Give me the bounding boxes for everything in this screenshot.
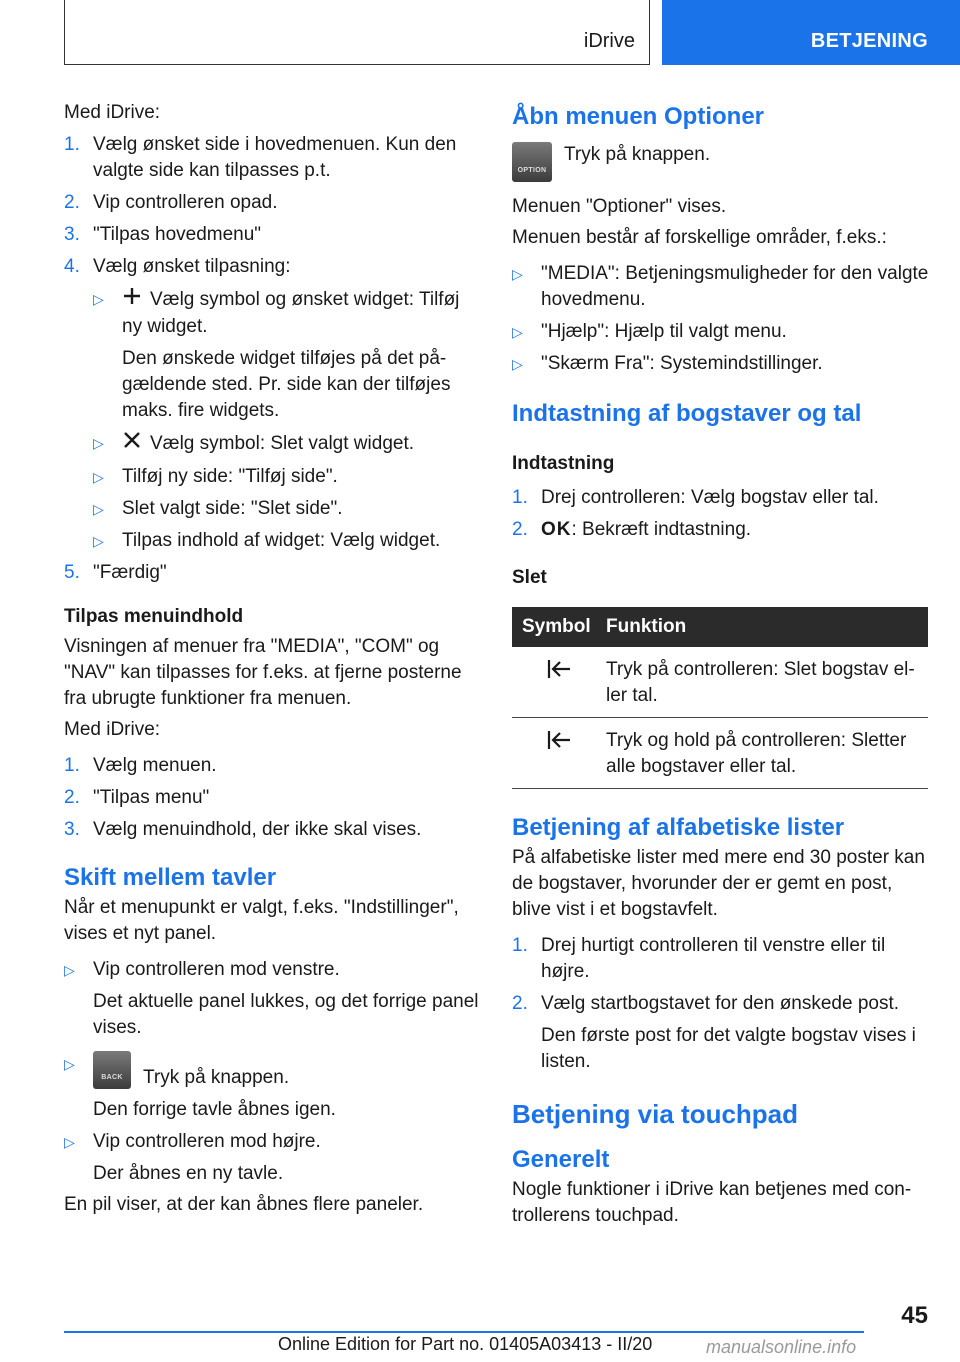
right-column: [512, 100, 932, 1229]
list-item: [64, 753, 484, 779]
switch-panels-heading: Skift mellem tavler: [64, 864, 277, 891]
list-continuation: Det aktuelle panel lukkes, og det forrige panel vises.: [93, 991, 479, 1038]
header-chapter-label: BETJENING: [810, 30, 928, 52]
list-number: 2.: [64, 192, 80, 213]
left-column: [64, 100, 484, 1218]
delete-subheading: Slet: [512, 567, 547, 588]
switch-panels-paragraph: Når et menupunkt er valgt, f.eks. "Indstillinger", vises et nyt panel.: [64, 897, 459, 944]
bullet-triangle-icon: ▷: [64, 962, 75, 978]
plus-icon: [122, 286, 142, 314]
table-header-function: Funktion: [606, 616, 687, 637]
list-item: [512, 351, 932, 377]
alpha-heading: Betjening af alfabetiske lister: [512, 814, 845, 841]
sub-item-delete-page: [93, 496, 484, 522]
list-text: Vælg startbogstavet for den ønskede post.: [541, 993, 900, 1014]
list-text: Vælg ønsket side i hovedmenuen. Kun den valgte side kan tilpasses p.t.: [93, 134, 457, 181]
option-button-icon: [512, 142, 552, 182]
header-section-title: iDrive: [583, 30, 635, 52]
list-continuation: Den første post for det valgte bogstav vises i listen.: [541, 1025, 916, 1072]
footer-divider: [64, 1331, 864, 1333]
symbol-table: [512, 607, 928, 789]
ok-icon: OK: [541, 519, 572, 540]
table-header-row: [512, 607, 928, 647]
alpha-paragraph: På alfabetiske lister med mere end 30 poster kan de bogstaver, hvorunder der er gemt en post, blive vist i et bogstavfelt.: [512, 847, 925, 920]
list-number: 3.: [64, 224, 80, 245]
bullet-triangle-icon: ▷: [93, 533, 104, 549]
list-item: [64, 1129, 484, 1187]
options-heading: Åbn menuen Optioner: [512, 103, 764, 130]
back-button-label: BACK: [101, 1074, 123, 1081]
list-text: "Færdig": [93, 562, 167, 583]
list-item: [64, 1051, 484, 1123]
list-item: [512, 319, 932, 345]
watermark: manualsonline.info: [706, 1337, 857, 1357]
bullet-triangle-icon: ▷: [64, 1056, 75, 1072]
table-cell-function: Tryk på controlleren: Slet bogstav el-ler tal.: [606, 659, 915, 706]
bullet-triangle-icon: ▷: [512, 356, 523, 372]
list-number: 4.: [64, 256, 80, 277]
list-item: [64, 190, 484, 216]
bullet-triangle-icon: ▷: [512, 266, 523, 282]
list-number: 2.: [512, 519, 528, 540]
list-item: [64, 785, 484, 811]
bullet-triangle-icon: ▷: [64, 1134, 75, 1150]
list-text: Drej hurtigt controlleren til venstre eller til højre.: [541, 935, 886, 982]
list-item: [512, 991, 932, 1075]
list-text: Vip controlleren mod højre.: [93, 1131, 321, 1152]
list-number: 2.: [512, 993, 528, 1014]
backspace-arrow-icon: [544, 736, 574, 757]
menu-content-paragraph: Visningen af menuer fra "MEDIA", "COM" og "NAV" kan tilpasses for f.eks. at fjerne posterne fra ubrugte funktioner fra menuen.: [64, 636, 462, 709]
table-cell-symbol: [512, 718, 606, 789]
list-item: [512, 517, 932, 543]
back-button-icon: [93, 1051, 131, 1089]
intro-text: Med iDrive:: [64, 102, 161, 123]
footer-edition: Online Edition for Part no. 01405A03413 - II/20: [278, 1334, 653, 1354]
list-text: "Tilpas menu": [93, 787, 210, 808]
table-header-symbol: Symbol: [522, 616, 591, 637]
list-item: [512, 261, 932, 313]
list-item: [512, 933, 932, 985]
sub-item-text: Vælg symbol og ønsket widget: Tilføj ny widget.: [122, 289, 460, 337]
input-subheading: Indtastning: [512, 453, 615, 474]
general-heading: Generelt: [512, 1146, 610, 1173]
header-chapter-tab[interactable]: [662, 0, 960, 65]
list-item: [64, 957, 484, 1041]
sub-item-text: Vælg symbol: Slet valgt widget.: [150, 433, 415, 455]
list-item: [512, 485, 932, 511]
touchpad-heading: Betjening via touchpad: [512, 1099, 799, 1129]
list-number: 1.: [512, 487, 528, 508]
options-press-text: Tryk på knappen.: [564, 144, 711, 165]
general-paragraph: Nogle funktioner i iDrive kan betjenes med con-trollerens touchpad.: [512, 1179, 912, 1226]
bullet-triangle-icon: ▷: [93, 435, 104, 451]
list-text: Vælg menuindhold, der ikke skal vises.: [93, 819, 422, 840]
header-section-box: [64, 0, 650, 65]
intro-text-2: Med iDrive:: [64, 719, 161, 740]
sub-item-add-widget: [93, 286, 484, 424]
list-text: "MEDIA": Betjeningsmuligheder for den valgte hovedmenu.: [541, 263, 929, 310]
list-text: Drej controlleren: Vælg bogstav eller tal.: [541, 487, 879, 508]
list-text: "Tilpas hovedmenu": [93, 224, 262, 245]
list-number: 1.: [512, 935, 528, 956]
bullet-triangle-icon: ▷: [512, 324, 523, 340]
bullet-triangle-icon: ▷: [93, 501, 104, 517]
options-shown-text: Menuen "Optioner" vises.: [512, 196, 727, 217]
list-continuation: Den forrige tavle åbnes igen.: [93, 1099, 336, 1120]
sub-item-new-page: [93, 464, 484, 490]
list-item: [64, 560, 484, 586]
options-press-row: [512, 142, 932, 182]
list-text: Vip controlleren opad.: [93, 192, 278, 213]
table-row: [512, 647, 928, 718]
list-continuation: Der åbnes en ny tavle.: [93, 1163, 284, 1184]
list-number: 3.: [64, 819, 80, 840]
sub-item-delete-widget: [93, 430, 484, 458]
list-text: "Hjælp": Hjælp til valgt menu.: [541, 321, 787, 342]
close-icon: [122, 430, 142, 458]
table-cell-function: Tryk og hold på controlleren: Sletter alle bogstaver eller tal.: [606, 730, 907, 777]
list-item: [64, 254, 484, 554]
list-item: [64, 132, 484, 184]
list-text: Vip controlleren mod venstre.: [93, 959, 340, 980]
closing-text: En pil viser, at der kan åbnes flere paneler.: [64, 1194, 424, 1215]
list-text: "Skærm Fra": Systemindstillinger.: [541, 353, 823, 374]
list-text: : Bekræft indtastning.: [571, 519, 752, 540]
options-areas-text: Menuen består af forskellige områder, f.eks.:: [512, 227, 887, 248]
table-cell-symbol: [512, 647, 606, 718]
list-text: Vælg menuen.: [93, 755, 217, 776]
sub-item-text: Tilpas indhold af widget: Vælg widget.: [122, 530, 441, 551]
bullet-triangle-icon: ▷: [93, 469, 104, 485]
sub-item-widget-content: [93, 528, 484, 554]
list-number: 2.: [64, 787, 80, 808]
option-button-label: OPTION: [517, 167, 547, 174]
table-row: [512, 718, 928, 789]
list-text: Tryk på knappen.: [143, 1067, 290, 1088]
bullet-triangle-icon: ▷: [93, 291, 104, 307]
list-number: 1.: [64, 134, 80, 155]
list-number: 5.: [64, 562, 80, 583]
list-item: [64, 817, 484, 843]
menu-content-heading: Tilpas menuindhold: [64, 606, 244, 627]
list-text: Vælg ønsket tilpasning:: [93, 256, 291, 277]
list-item: [64, 222, 484, 248]
page-number: 45: [901, 1302, 928, 1329]
backspace-arrow-icon: [544, 665, 574, 686]
sub-item-text: Tilføj ny side: "Tilføj side".: [122, 466, 338, 487]
sub-item-text: Slet valgt side: "Slet side".: [122, 498, 343, 519]
list-number: 1.: [64, 755, 80, 776]
sub-item-continuation: Den ønskede widget tilføjes på det på-gældende sted. Pr. side kan der tilføjes maks. fire widgets.: [122, 348, 451, 421]
input-heading: Indtastning af bogstaver og tal: [512, 400, 862, 427]
